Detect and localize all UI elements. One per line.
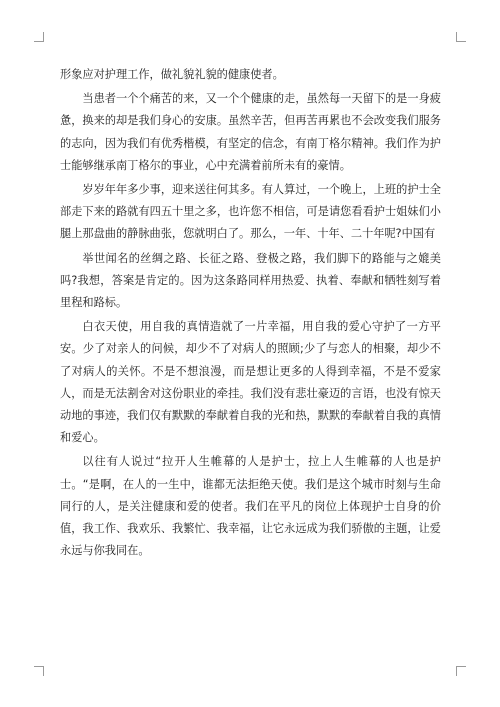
paragraph-life: 以往有人说过“拉开人生帷幕的人是护士，拉上人生帷幕的人也是护士。“是啊，在人的一生中，谁都无法拒绝天使。我们是这个城市时刻与生命同行的人，是关注健康和爱的使者。我们在平凡的岗位上体现护士自身的价值，我工作、我欢乐、我繁忙、我幸福，让它永远成为我们骄傲的主题，让爱永远与你我同在。 xyxy=(60,455,441,558)
document-body xyxy=(60,64,441,562)
paragraph-angels: 白衣天使，用自我的真情造就了一片幸福，用自我的爱心守护了一方平安。少了对亲人的问候，却少不了对病人的照顾;少了与恋人的相聚，却少不了对病人的关怀。不是不想浪漫，而是想让更多的人得到幸福，不是不爱家人，而是无法割舍对这份职业的牵挂。我们没有悲壮豪迈的言语，也没有惊天动地的事迹，我们仅有默默的奉献着自我的光和热，默默的奉献着自我的真情和爱心。 xyxy=(60,320,441,445)
crop-mark-bottom-right xyxy=(456,666,466,676)
paragraph-years: 岁岁年年多少事，迎来送往何其多。有人算过，一个晚上，上班的护士全部走下来的路就有四五十里之多，也许您不相信，可是请您看看护士姐妹们小腿上那盘曲的静脉曲张，您就明白了。那么，一年、十年、二十年呢?中国有 xyxy=(60,183,441,241)
paragraph-patients: 当患者一个个痛苦的来，又一个个健康的走，虽然每一天留下的是一身疲惫，换来的却是我们身心的安康。虽然辛苦，但再苦再累也不会改变我们服务的志向，因为我们有优秀楷模，有坚定的信念，有南丁格尔精神。我们作为护士能够继承南丁格尔的事业，心中充满着前所未有的豪情。 xyxy=(60,92,441,172)
crop-mark-top-left xyxy=(34,32,44,42)
crop-mark-bottom-left xyxy=(34,666,44,676)
paragraph-road: 举世闻名的丝绸之路、长征之路、登极之路，我们脚下的路能与之媲美吗?我想，答案是肯定的。因为这条路同样用热爱、执着、奉献和牺牲刻写着里程和路标。 xyxy=(60,251,441,310)
crop-mark-top-right xyxy=(456,32,466,42)
paragraph-continuation: 形象应对护理工作，做礼貌礼貌的健康使者。 xyxy=(60,68,284,81)
